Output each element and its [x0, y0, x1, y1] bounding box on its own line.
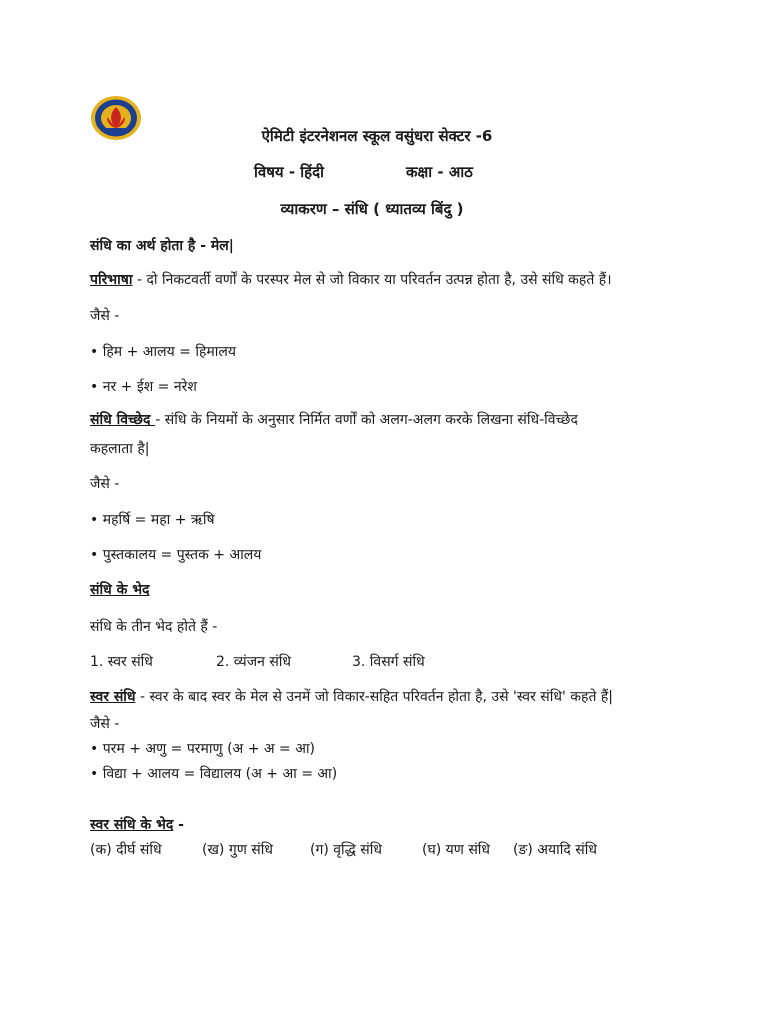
list-item: (क) दीर्घ संधि — [90, 842, 162, 858]
types-intro: संधि के तीन भेद होते हैं - — [90, 619, 218, 635]
viched-term: संधि विच्छेद — [90, 412, 156, 428]
list-item: • महर्षि = महा + ऋषि — [90, 512, 215, 528]
swar-line — [90, 687, 613, 706]
example-label: जैसे - — [90, 308, 120, 324]
viched-line-2: कहलाता है| — [90, 441, 150, 457]
definition-line — [90, 270, 612, 289]
example-label: जैसे - — [90, 476, 120, 492]
class-label: कक्षा - आठ — [406, 163, 473, 181]
list-item: (ङ) अयादि संधि — [513, 842, 597, 858]
list-item: 2. व्यंजन संधि — [216, 654, 292, 670]
swar-types-heading-text: स्वर संधि के भेद — [90, 817, 174, 833]
list-item: (घ) यण संधि — [422, 842, 491, 858]
swar-text: - स्वर के बाद स्वर के मेल से उनमें जो विकार-सहित परिवर्तन होता है, उसे 'स्वर संधि' कहते हैं| — [135, 689, 614, 705]
definition-text: - दो निकटवर्ती वर्णों के परस्पर मेल से जो विकार या परिवर्तन उत्पन्न होता है, उसे संधि कहते हैं। — [132, 272, 612, 288]
swar-types-dash: - — [173, 817, 184, 833]
swar-types-heading — [90, 815, 184, 834]
list-item: (ग) वृद्धि संधि — [310, 842, 383, 858]
definition-term: परिभाषा — [90, 272, 133, 288]
topic-title: व्याकरण – संधि ( ध्यातव्य बिंदु ) — [280, 200, 464, 218]
list-item: (ख) गुण संधि — [202, 842, 273, 858]
list-item: 1. स्वर संधि — [90, 654, 153, 670]
swar-term: स्वर संधि — [90, 689, 136, 705]
meaning-line: संधि का अर्थ होता है - मेल| — [90, 238, 234, 254]
list-item: • विद्या + आलय = विद्यालय (अ + आ = आ) — [90, 766, 338, 782]
list-item: • परम + अणु = परमाणु (अ + अ = आ) — [90, 741, 315, 757]
list-item: 3. विसर्ग संधि — [352, 654, 425, 670]
example-label: जैसे - — [90, 716, 120, 732]
school-name: ऐमिटी इंटरनेशनल स्कूल वसुंधरा सेक्टर -6 — [261, 127, 493, 145]
list-item: • हिम + आलय = हिमालय — [90, 344, 236, 360]
viched-line — [90, 410, 578, 429]
list-item: • नर + ईश = नरेश — [90, 379, 197, 395]
viched-text: - संधि के नियमों के अनुसार निर्मित वर्णों को अलग-अलग करके लिखना संधि-विच्छेद — [155, 412, 578, 428]
subject-label: विषय - हिंदी — [254, 163, 324, 181]
list-item: • पुस्तकालय = पुस्तक + आलय — [90, 547, 262, 563]
types-heading: संधि के भेद — [90, 582, 150, 598]
